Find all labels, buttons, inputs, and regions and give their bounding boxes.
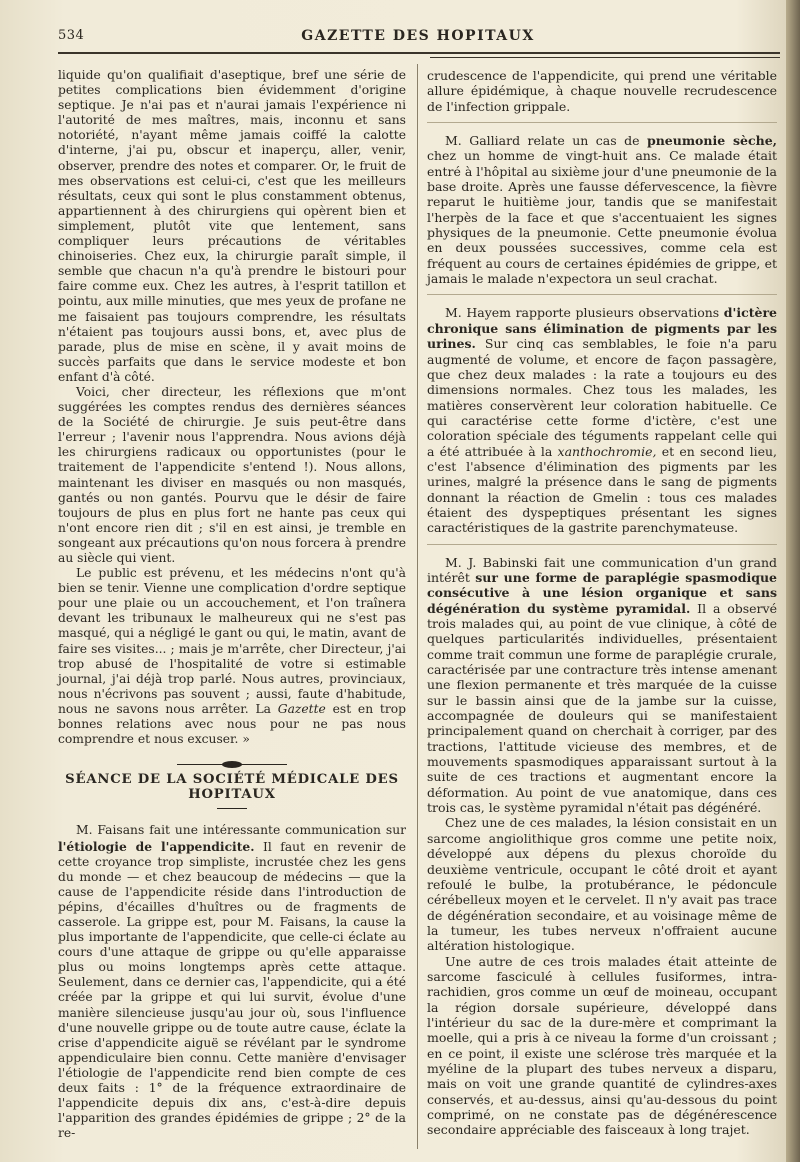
galliard-intro: M. Galliard relate un cas de [445,133,647,149]
paragraph-left-1: liquide qu'on qualifiait d'aseptique, bref une série de petites complications bien évidemment d'origine septique. Je n'ai pas et n'aurai jamais l'expérience ni l'autorité de mes maîtres, mais, inconnu et sans notoriété, n'ayant même jamais coiffé la calotte d'interne, j'ai pu, obscur et inaperçu, aller, venir, observer, prendre des notes et comparer. Or, le fruit de mes observations est celui-ci, c'est que les meilleurs résultats, ceux qui sont le plus constamment obtenus, appartiennent à des chirurgiens qui opèrent bien et simplement, plutôt vite que lentement, sans compliquer leurs précautions de véritables chinoiseries. Chez eux, la chirurgie paraît simple, il semble que chacun n'a qu'à prendre le bistouri pour faire comme eux. Chez les autres, à l'esprit tatillon et pointu, aux mille minuties, que mes yeux de profane ne me faisaient pas toujours comprendre, les résultats n'étaient pas toujours aussi bons, et, avec plus de parade, plus de mise en scène, il y avait moins de succès parfaits que dans le service modeste et bon enfant d'à côté. [58,68,406,384]
journal-title: GAZETTE DES HOPITAUX [301,28,535,44]
galliard-body: chez un homme de vingt-huit ans. Ce malade était entré à l'hôpital au sixième jour d'une pneumonie de la base droite. Après une fausse défervescence, la fièvre reparut le huitième jour, tandis que se manifestait l'herpès de la face et que s'accentuaient les signes physiques de la pneumonie. Cette pneumonie évolua en deux poussées successives, comme cela est fréquent au cours de certaines épidémies de grippe, et jamais le malade n'expectora un seul crachat. [427,148,777,287]
paragraph-right-6: Une autre de ces trois malades était atteinte de sarcome fasciculé à cellules fusiformes, intra-rachidien, gros comme un œuf de moineau, occupant la région dorsale supérieure, développé dans l'intérieur du sac de la dure-mère et comprimant la moelle, qui a pris à ce niveau la forme d'un croissant ; en ce point, il existe une sclérose très marquée et la myéline de la plupart des tubes nerveux a disparu, mais on voit une grande quantité de cylindres-axes conservés, et au-dessus, ainsi qu'au-dessous du point comprimé, on ne constate pas de dégénérescence secondaire appréciable des faisceaux à long trajet. [427,953,777,1138]
page-header [58,28,778,48]
paragraph-babinski [427,555,777,816]
paragraph-faisans [58,823,406,1141]
paragraph-hayem [427,305,777,535]
hayem-intro: M. Hayem rapporte plusieurs observations [445,305,724,321]
faisans-topic: l'étiologie de l'appendicite. [58,838,255,854]
paragraph-left-3 [58,566,406,747]
right-column [427,68,777,1138]
xanthochromie-italic: xanthochromie, [557,443,657,459]
header-rule [58,52,780,54]
section-heading-rule [217,808,247,809]
left-column [58,68,406,1141]
gazette-italic: Gazette [277,701,326,716]
babinski-intro: M. J. Babinski fait une communication d'un grand intérêt [427,554,777,585]
paragraph-rule [427,122,777,123]
hayem-end: et en second lieu, c'est l'absence d'élimination des pigments par les urines, malgré la présence dans le sang de pigments donnant la réaction de Gmelin : tous ces malades étaient des dyspeptiques présentant les signes caractéristiques de la gastrite parenchymateuse. [427,443,777,536]
hayem-topic: d'ictère chronique sans élimination de pigments par les urines. [427,305,777,352]
paragraph-rule [427,544,777,545]
paragraph-rule [427,294,777,295]
section-heading: SÉANCE DE LA SOCIÉTÉ MÉDICALE DES HOPITAUX [65,772,399,803]
page-number: 534 [58,28,85,43]
babinski-body: Il a observé trois malades qui, au point de vue clinique, à côté de quelques particularités individuelles, présentaient comme trait commun une forme de paraplégie crurale, caractérisée par une contracture très intense amenant une flexion permanente et très marquée de la cuisse sur le bassin ainsi que de la jambe sur la cuisse, accompagnée de douleurs qui se manifestaient principalement quand on cherchait à corriger, par des tractions, l'attitude vicieuse des membres, et de mouvements spasmodiques apparaissant surtout à la suite de ces tractions et augmentant encore la déformation. Au point de vue anatomique, dans ces trois cas, le système pyramidal n'était pas dégénéré. [427,600,777,816]
page-binding-edge [786,0,800,1162]
faisans-body: Il faut en revenir de cette croyance trop simpliste, incrustée chez les gens du monde — et chez beaucoup de médecins — que la cause de l'appendicite réside dans l'introduction de pépins, d'écailles d'huîtres ou de fragments de casserole. La grippe est, pour M. Faisans, la cause la plus importante de l'appendicite, que celle-ci éclate au cours d'une attaque de grippe ou qu'elle apparaisse plus ou moins longtemps après cette attaque. Seulement, dans ce dernier cas, l'appendicite, qui a été créée par la grippe et qui lui survit, évolue d'une manière silencieuse jusqu'au jour où, sous l'influence d'une nouvelle grippe ou de toute autre cause, éclate la crise d'appendicite aiguë se révélant par le syndrome appendiculaire bien connu. Cette manière d'envisager l'étiologie de l'appendicite rend bien compte de ces deux faits : 1° de la fréquence extraordinaire de l'appendicite depuis dix ans, c'est-à-dire depuis l'apparition des grandes épidémies de grippe ; 2° de la re- [58,839,406,1141]
hayem-body: Sur cinq cas semblables, le foie n'a paru augmenté de volume, et encore de façon passagère, que chez deux malades : la rate a toujours eu des dimensions normales. Chez tous les malades, les matières conservèrent leur coloration habituelle. Ce qui caractérise cette forme d'ictère, c'est une coloration spéciale des téguments rappelant celle qui a été attribuée à la [427,336,777,459]
galliard-topic: pneumonie sèche, [646,133,777,149]
faisans-intro: M. Faisans fait une intéressante communication sur [76,823,406,838]
header-rule-secondary [430,57,780,58]
paragraph-right-1: crudescence de l'appendicite, qui prend une véritable allure épidémique, à chaque nouvelle recrudescence de l'infection grippale. [427,68,777,114]
column-divider [417,64,418,1149]
paragraph-left-3-text: Le public est prévenu, et les médecins n'ont qu'à bien se tenir. Vienne une complication d'ordre septique pour une plaie ou un accouchement, et l'on traînera devant les tribunaux le malheureux qui ne s'est pas masqué, qui a négligé le gant ou qui, le matin, avant de faire ses visites... ; mais je m'arrête, cher Directeur, j'ai trop abusé de l'hospitalité de votre si estimable journal, j'ai déjà trop parlé. Nous autres, provinciaux, nous n'écrivons pas souvent ; aussi, faute d'habitude, nous ne savons nous arrêter. La [58,566,406,716]
paragraph-right-5: Chez une de ces malades, la lésion consistait en un sarcome angiolithique gros comme une petite noix, développé aux dépens du plexus choroïde du deuxième ventricule, occupant le côté droit et ayant refoulé le bulbe, la protubérance, le pédoncule cérébelleux moyen et le cervelet. Il n'y avait pas trace de dégénération secondaire, et au voisinage même de la tumeur, les tubes nerveux n'offraient aucune altération histologique. [427,815,777,954]
section-separator-ornament [177,760,287,769]
babinski-topic: sur une forme de paraplégie spasmodique consécutive à une lésion organique et sans dégénération du système pyramidal. [427,569,777,616]
paragraph-left-3-end: est en trop bonnes relations avec nous pour ne pas nous comprendre et nous excuser. » [58,701,406,747]
paragraph-galliard [427,133,777,286]
paragraph-left-2: Voici, cher directeur, les réflexions que m'ont suggérées les comptes rendus des dernières séances de la Société de chirurgie. Je suis peut-être dans l'erreur ; l'avenir nous l'apprendra. Nous avions déjà les chirurgiens radicaux ou opportunistes (pour le traitement de l'appendicite s'entend !). Nous allons, maintenant les diviser en masqués ou non masqués, gantés ou non gantés. Pourvu que le désir de faire toujours de plus en plus fort ne hante pas ceux qui n'ont encore rien dit ; s'il en est ainsi, je tremble en songeant aux précautions qu'on nous forcera à prendre au siècle qui vient. [58,384,406,565]
